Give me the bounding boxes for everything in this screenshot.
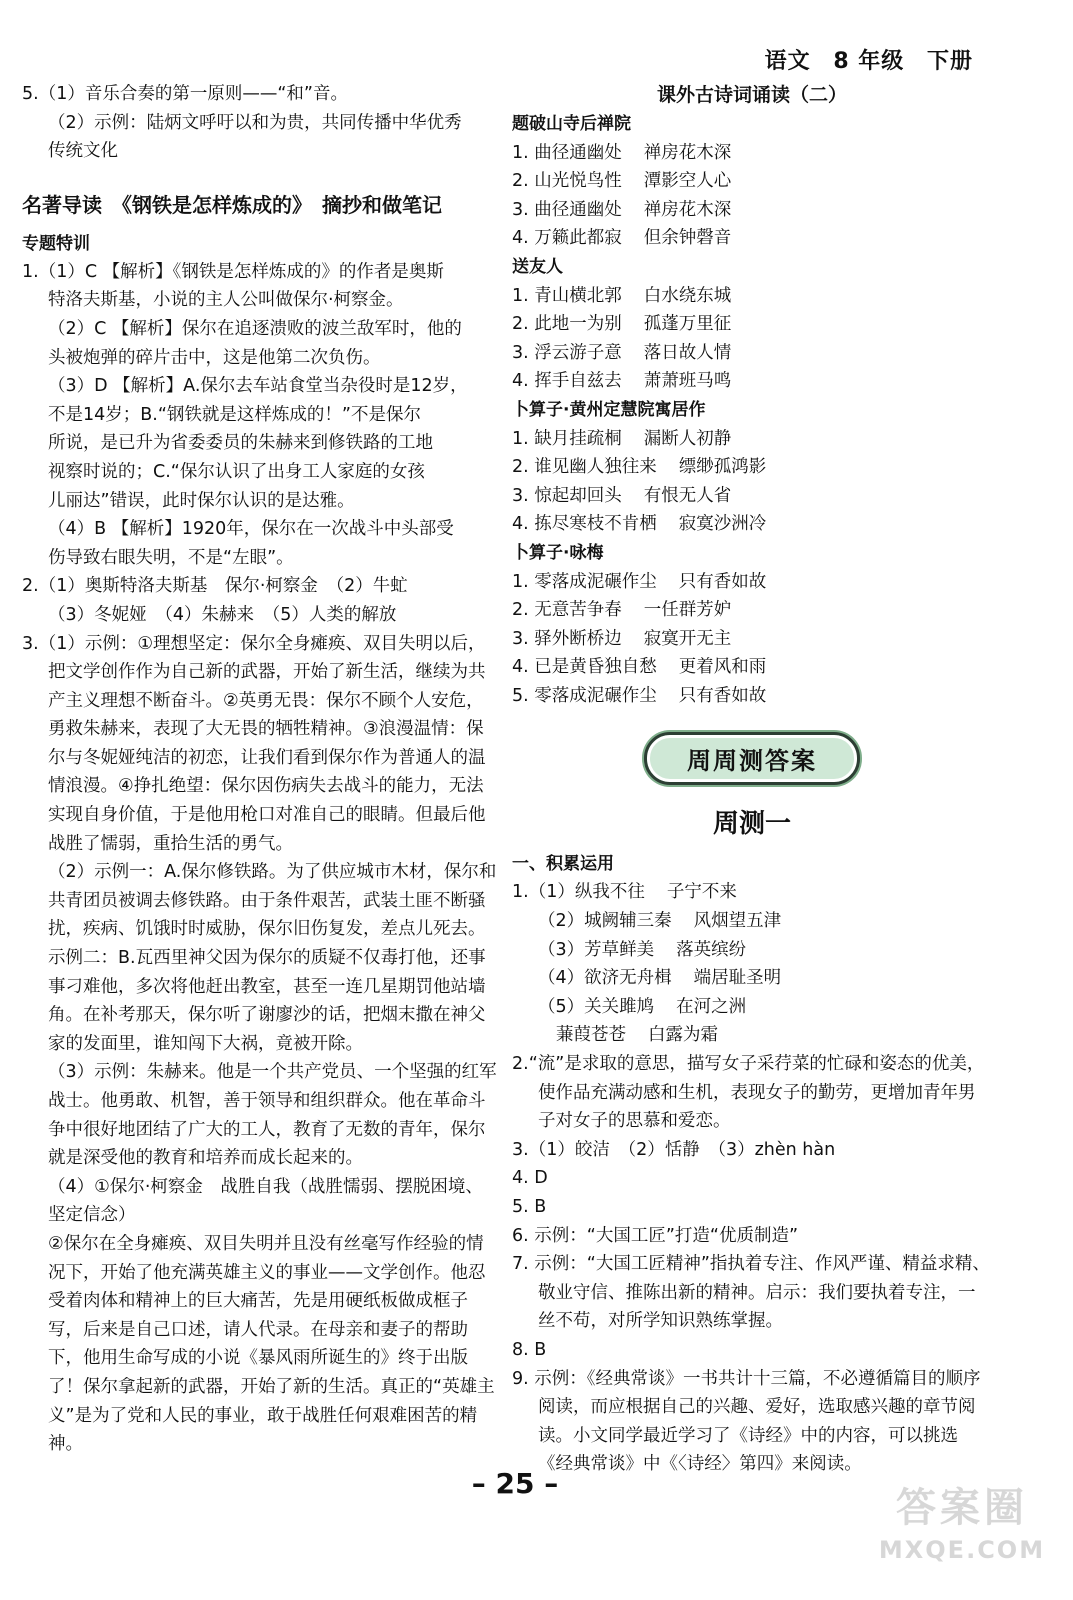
poem-line: 4. 万籁此都寂 但余钟磬音 — [512, 228, 732, 249]
poem-line: 2. 谁见幽人独往来 缥缈孤鸿影 — [512, 457, 767, 478]
q2-answer: 2.“流”是求取的意思，描写女子采荇菜的忙碌和姿态的优美，使作品充满动感和生机，表现女子的勤劳，更增加青年男子对女子的思慕和爱恋。 — [512, 1054, 985, 1132]
poem-line: 3. 惊起却回头 有恨无人省 — [512, 485, 732, 506]
q1-line: 头被炮弹的碎片击中，这是他第二次负伤。 — [48, 347, 381, 368]
q1-line: （5）关关雎鸠 在河之洲 — [538, 996, 747, 1017]
poem-line: 1. 零落成泥碾作尘 只有香如故 — [512, 571, 767, 592]
poem-line: 4. 挥手自兹去 萧萧班马鸣 — [512, 371, 732, 392]
week-title: 周测一 — [712, 809, 791, 840]
poem-line: 4. 已是黄昏独自愁 更着风和雨 — [512, 657, 767, 678]
q1-line: （3）D 【解析】A.保尔去车站食堂当杂役时是12岁， — [48, 376, 468, 397]
q1-line: 特洛夫斯基，小说的主人公叫做保尔·柯察金。 — [48, 290, 404, 311]
q6-answer: 6. 示例：“大国工匠”打造“优质制造” — [512, 1225, 799, 1246]
q1-line: 视察时说的；C.“保尔认识了出身工人家庭的女孩 — [48, 461, 425, 482]
poem-title: 题破山寺后禅院 — [512, 114, 631, 134]
header-subject: 语文 — [764, 49, 811, 74]
q3-part3: （3）示例：朱赫来。他是一个共产党员、一个坚强的红军战士。他勇敢、机智，善于领导和组织群众。他在革命斗争中很好地团结了广大的工人，教育了无数的青年，保尔就是深受他的教育和培养而成长起来的。 — [48, 1062, 497, 1169]
poem-line: 3. 曲径通幽处 禅房花木深 — [512, 199, 732, 220]
q9-answer: 9. 示例：《经典常谈》一书共计十三篇，不必遵循篇目的顺序阅读，而应根据自己的兴趣、爱好，选取感兴趣的章节阅读。小文同学最近学习了《诗经》中的内容，可以挑选《经典常谈》中《〈诗经〉第四》来阅读。 — [512, 1368, 981, 1475]
q1-line: （4）欲济无舟楫 端居耻圣明 — [538, 968, 782, 989]
right-column — [512, 80, 992, 1479]
watermark-url: MXQE.COM — [878, 1536, 1046, 1564]
q3-part2-example1: （2）示例一：A.保尔修铁路。为了供应城市木材，保尔和共青团员被调去修铁路。由于条件艰苦，武装土匪不断骚扰，疾病、饥饿时时威胁，保尔旧伤复发，差点儿死去。 — [48, 862, 497, 940]
sub-title: 专题特训 — [22, 233, 90, 254]
q1-line: 伤导致右眼失明，不是“左眼”。 — [48, 547, 294, 568]
q2-line: （3）冬妮娅 （4）朱赫来 （5）人类的解放 — [48, 604, 397, 625]
page-number: – 25 – — [471, 1467, 559, 1500]
q4-answer: 4. D — [512, 1168, 548, 1189]
q1-line: 所说，是已升为省委委员的朱赫来到修铁路的工地 — [48, 433, 433, 454]
q5-line: （2）示例：陆炳文呼吁以和为贵，共同传播中华优秀 — [48, 112, 462, 133]
q5-line: 传统文化 — [48, 141, 118, 162]
poem-title: 卜算子·黄州定慧院寓居作 — [512, 399, 706, 420]
poem-line: 3. 驿外断桥边 寂寞开无主 — [512, 628, 732, 649]
q1-line: 1.（1）纵我不往 子宁不来 — [512, 882, 737, 903]
q3-part4b: ②保尔在全身瘫痪、双目失明并且没有丝毫写作经验的情况下，开始了他充满英雄主义的事业——文学创作。他忍受着肉体和精神上的巨大痛苦，先是用硬纸板做成框子写，后来是自己口述，请人代录。在母亲和妻子的帮助下，他用生命写成的小说《暴风雨所诞生的》终于出版了！保尔拿起新的武器，开始了新的生活。真正的“英雄主义”是为了党和人民的事业，敢于战胜任何艰难困苦的精神。 — [48, 1233, 495, 1455]
answers-badge-wrap — [512, 732, 992, 785]
watermark-text: 答案圈 — [896, 1485, 1028, 1531]
q3-answer: 3.（1）皎洁 （2）恬静 （3）zhèn hàn — [512, 1139, 836, 1160]
q1-line: （2）C 【解析】保尔在追逐溃败的波兰敌军时，他的 — [48, 318, 462, 339]
q8-answer: 8. B — [512, 1339, 547, 1360]
q1-line: 蒹葭苍苍 白露为霜 — [556, 1025, 718, 1046]
q7-answer: 7. 示例：“大国工匠精神”指执着专注、作风严谨、精益求精、敬业守信、推陈出新的精神。启示：我们要执着专注，一丝不苟，对所学知识熟练掌握。 — [512, 1254, 990, 1332]
q3-part2-example2: 示例二：B.瓦西里神父因为保尔的质疑不仅毒打他，还事事刁难他，多次将他赶出教室，甚至一连几星期罚他站墙角。在补考那天，保尔听了谢廖沙的话，把烟末撒在神父家的发面里，谁知闯下大祸，竟被开除。 — [48, 948, 486, 1054]
poem-line: 3. 浮云游子意 落日故人情 — [512, 342, 732, 363]
poem-line: 2. 无意苦争春 一任群芳妒 — [512, 600, 732, 621]
q5-answer: 5. B — [512, 1197, 547, 1217]
q1-line: 儿丽达”错误，此时保尔认识的是达雅。 — [48, 490, 355, 511]
poem-title: 卜算子·咏梅 — [512, 542, 604, 563]
poem-line: 2. 此地一为别 孤蓬万里征 — [512, 314, 732, 335]
page-header — [751, 44, 973, 75]
header-volume: 下册 — [926, 49, 973, 74]
q3-part1: 3.（1）示例：①理想坚定：保尔全身瘫痪、双目失明以后，把文学创作作为自己新的武器，开始了新生活，继续为共产主义理想不断奋斗。②英勇无畏：保尔不顾个人安危，勇救朱赫来，表现了大无畏的牺牲精神。③浪漫温情：保尔与冬妮娅纯洁的初恋，让我们看到保尔作为普通人的温情浪漫。④挣扎绝望：保尔因伤病失去战斗的能力，无法实现自身价值，于是他用枪口对准自己的眼睛。但最后他战胜了懦弱，重拾生活的勇气。 — [22, 633, 486, 854]
section-heading: 一、积累运用 — [512, 854, 614, 875]
poem-line: 1. 缺月挂疏桐 漏断人初静 — [512, 428, 732, 449]
q1-line: （3）芳草鲜美 落英缤纷 — [538, 939, 747, 960]
q1-line: 1.（1）C 【解析】《钢铁是怎样炼成的》的作者是奥斯 — [22, 261, 444, 282]
poem-line: 5. 零落成泥碾作尘 只有香如故 — [512, 685, 767, 706]
q5-line: 5.（1）音乐合奏的第一原则——“和”音。 — [22, 84, 348, 104]
section-title: 名著导读 《钢铁是怎样炼成的》 摘抄和做笔记 — [22, 192, 442, 217]
poem-line: 2. 山光悦鸟性 潭影空人心 — [512, 171, 732, 192]
poem-line: 1. 曲径通幽处 禅房花木深 — [512, 142, 732, 163]
q1-line: （2）城阙辅三秦 风烟望五津 — [538, 911, 782, 932]
poem-line: 4. 拣尽寒枝不肯栖 寂寞沙洲冷 — [512, 514, 767, 535]
poems-title: 课外古诗词诵读（二） — [656, 84, 847, 106]
q2-line: 2.（1）奥斯特洛夫斯基 保尔·柯察金 （2）牛虻 — [22, 576, 408, 597]
q1-line: 不是14岁；B.“钢铁就是这样炼成的！”不是保尔 — [48, 404, 421, 425]
q1-line: （4）B 【解析】1920年，保尔在一次战斗中头部受 — [48, 519, 454, 540]
poem-line: 1. 青山横北郭 白水绕东城 — [512, 285, 732, 306]
q3-part4a: （4）①保尔·柯察金 战胜自我（战胜懦弱、摆脱困境、坚定信念） — [48, 1176, 483, 1226]
answers-badge: 周周测答案 — [644, 732, 860, 785]
left-column — [22, 80, 500, 1459]
poem-title: 送友人 — [512, 256, 563, 277]
header-grade: 8 年级 — [833, 49, 905, 74]
watermark-logo — [877, 1480, 1047, 1580]
